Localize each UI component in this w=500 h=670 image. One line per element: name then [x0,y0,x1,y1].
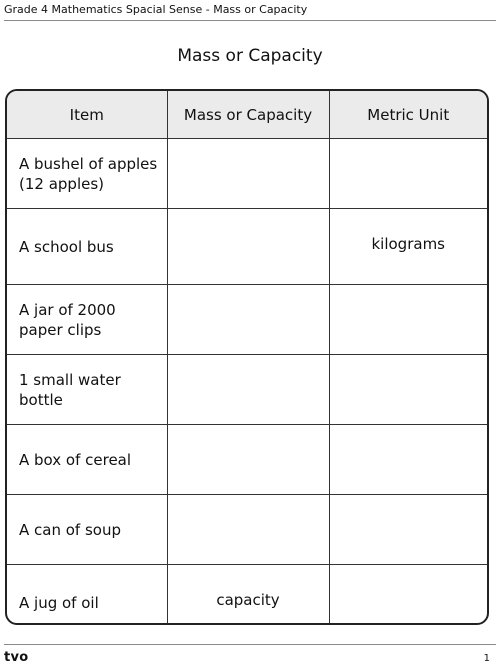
mass-or-capacity-cell[interactable] [167,495,329,565]
column-header-metric-unit: Metric Unit [329,91,487,139]
document-header: Grade 4 Mathematics Spacial Sense - Mass or Capacity [4,3,308,16]
item-cell: A bushel of apples (12 apples) [7,139,167,209]
metric-unit-cell[interactable] [329,495,487,565]
mass-or-capacity-cell[interactable]: capacity [167,565,329,626]
mass-or-capacity-cell[interactable] [167,355,329,425]
table-row [7,285,487,355]
mass-or-capacity-cell[interactable] [167,209,329,285]
page-number: 1 [483,653,490,664]
table-row [7,139,487,209]
column-header-mass-or-capacity: Mass or Capacity [167,91,329,139]
mass-or-capacity-cell[interactable] [167,425,329,495]
page-title: Mass or Capacity [177,46,323,66]
metric-unit-cell[interactable] [329,139,487,209]
metric-unit-cell[interactable] [329,425,487,495]
footer-divider [4,644,496,645]
table-row [7,565,487,626]
metric-unit-cell[interactable]: kilograms [329,209,487,285]
item-cell: A jar of 2000 paper clips [7,285,167,355]
item-cell: A school bus [7,209,167,285]
item-cell: A jug of oil [7,565,167,626]
column-header-item: Item [7,91,167,139]
worksheet-table [7,91,487,625]
mass-or-capacity-cell[interactable] [167,139,329,209]
table-row [7,355,487,425]
worksheet-table-frame [5,89,489,625]
item-cell: A box of cereal [7,425,167,495]
item-cell: 1 small water bottle [7,355,167,425]
table-row [7,495,487,565]
item-cell: A can of soup [7,495,167,565]
table-row [7,209,487,285]
table-row [7,425,487,495]
metric-unit-cell[interactable] [329,565,487,626]
mass-or-capacity-cell[interactable] [167,285,329,355]
tvo-logo: tvo [4,650,29,665]
table-header-row [7,91,487,139]
metric-unit-cell[interactable] [329,355,487,425]
header-divider [4,20,496,21]
metric-unit-cell[interactable] [329,285,487,355]
